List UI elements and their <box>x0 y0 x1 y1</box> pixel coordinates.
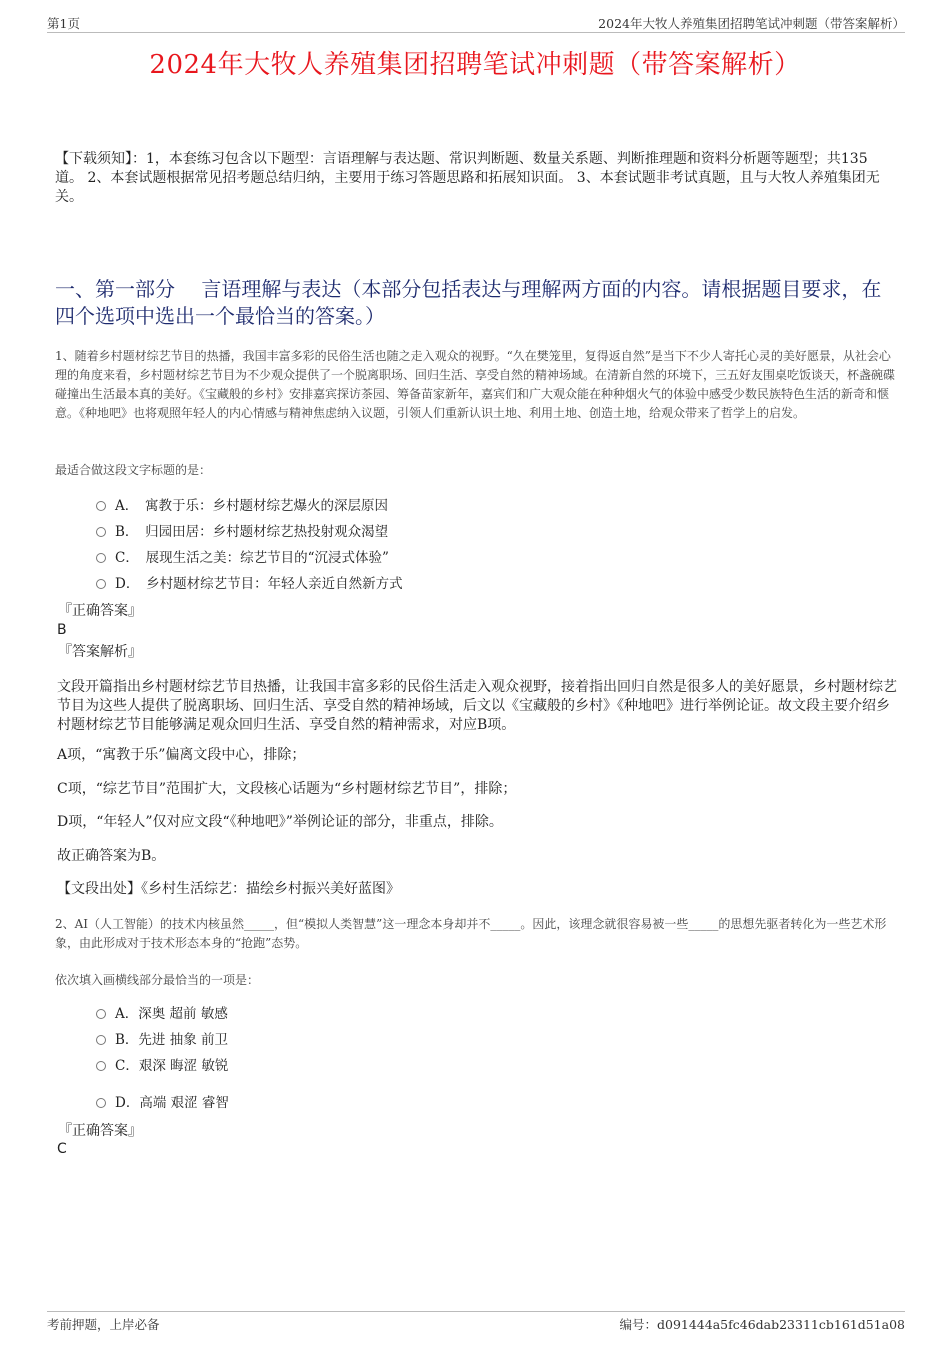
radio-icon[interactable] <box>96 501 106 511</box>
question-2-text: 2、AI（人工智能）的技术内核虽然_____，但“模拟人类智慧”这一理念本身却并不_____。因此，该理念就很容易被一些_____的思想先驱者转化为一些艺术形象，由此形成对于技术形态本身的“抢跑”态势。 <box>55 917 887 950</box>
q2-answer: C <box>57 1141 67 1157</box>
page-number: 第1页 <box>47 16 80 31</box>
radio-icon[interactable] <box>96 527 106 537</box>
download-notice: 【下载须知】：1，本套练习包含以下题型：言语理解与表达题、常识判断题、数量关系题、判断推理题和资料分析题等题型；共135道。 2、本套试题根据常见招考题总结归纳，主要用于练习答题思路和拓展知识面。 3、本套试题非考试真题，且与大牧人养殖集团无关。 <box>55 151 880 205</box>
page-header <box>47 14 905 33</box>
radio-icon[interactable] <box>96 1035 106 1045</box>
q1-answer-label: 『正确答案』 <box>58 603 142 619</box>
q1-note-d: D项，“年轻人”仅对应文段“《种地吧》”举例论证的部分，非重点，排除。 <box>57 814 503 830</box>
q1-option-b[interactable]: B． 归园田居：乡村题材综艺热投射观众渴望 <box>96 522 388 542</box>
radio-icon[interactable] <box>96 1061 106 1071</box>
radio-icon[interactable] <box>96 553 106 563</box>
question-1-prompt: 最适合做这段文字标题的是： <box>55 463 212 477</box>
q1-source: 【文段出处】《乡村生活综艺：描绘乡村振兴美好蓝图》 <box>57 881 400 897</box>
radio-icon[interactable] <box>96 1009 106 1019</box>
q1-conclusion: 故正确答案为B。 <box>57 848 166 864</box>
q1-option-d[interactable]: D． 乡村题材综艺节目：年轻人亲近自然新方式 <box>96 574 403 594</box>
section-heading: 一、第一部分 言语理解与表达（本部分包括表达与理解两方面的内容。请根据题目要求，在四个选项中选出一个最恰当的答案。） <box>55 277 882 328</box>
footer-slogan: 考前押题，上岸必备 <box>47 1317 160 1332</box>
radio-icon[interactable] <box>96 579 106 589</box>
q1-analysis-label: 『答案解析』 <box>58 644 142 660</box>
page-footer <box>47 1311 905 1332</box>
q2-option-a[interactable]: A．深奥 超前 敏感 <box>96 1004 228 1024</box>
q2-option-d[interactable]: D．高端 艰涩 睿智 <box>96 1093 229 1113</box>
q1-option-a[interactable]: A． 寓教于乐：乡村题材综艺爆火的深层原因 <box>96 496 388 516</box>
q1-note-c: C项，“综艺节目”范围扩大，文段核心话题为“乡村题材综艺节目”，排除； <box>57 781 517 797</box>
q1-option-c[interactable]: C． 展现生活之美：综艺节目的“沉浸式体验” <box>96 548 389 568</box>
q2-option-c[interactable]: C．艰深 晦涩 敏锐 <box>96 1056 228 1076</box>
header-doc-title: 2024年大牧人养殖集团招聘笔试冲刺题（带答案解析） <box>598 16 905 31</box>
footer-serial: 编号：d091444a5fc46dab23311cb161d51a08 <box>619 1317 905 1332</box>
radio-icon[interactable] <box>96 1098 106 1108</box>
question-1-text: 1、随着乡村题材综艺节目的热播，我国丰富多彩的民俗生活也随之走入观众的视野。“久在樊笼里，复得返自然”是当下不少人寄托心灵的美好愿景，从社会心理的角度来看，乡村题材综艺节目为不少观众提供了一个脱离职场、回归生活、享受自然的精神场域。在清新自然的环境下，三五好友围桌吃饭谈天，杯盏碗碟碰撞出生活最本真的美好。《宝藏般的乡村》安排嘉宾探访茶园、筹备苗家新年，嘉宾们和广大观众能在种种烟火气的体验中感受少数民族特色生活的新奇和惬意。《种地吧》也将观照年轻人的内心情感与精神焦虑纳入议题，引领人们重新认识土地、利用土地、创造土地，给观众带来了哲学上的启发。 <box>55 349 896 420</box>
question-2-prompt: 依次填入画横线部分最恰当的一项是： <box>55 973 260 987</box>
q1-answer: B <box>57 622 67 638</box>
q1-note-a: A项，“寓教于乐”偏离文段中心，排除； <box>57 747 306 763</box>
q1-analysis: 文段开篇指出乡村题材综艺节目热播，让我国丰富多彩的民俗生活走入观众视野，接着指出回归自然是很多人的美好愿景，乡村题材综艺节目为这些人提供了脱离职场、回归生活、享受自然的精神场域，后文以《宝藏般的乡村》《种地吧》进行举例论证。故文段主要介绍乡村题材综艺节目能够满足观众回归生活、享受自然的精神需求，对应B项。 <box>57 679 897 733</box>
page-title: 2024年大牧人养殖集团招聘笔试冲刺题（带答案解析） <box>149 50 801 80</box>
q2-option-b[interactable]: B．先进 抽象 前卫 <box>96 1030 228 1050</box>
q2-answer-label: 『正确答案』 <box>58 1123 142 1139</box>
